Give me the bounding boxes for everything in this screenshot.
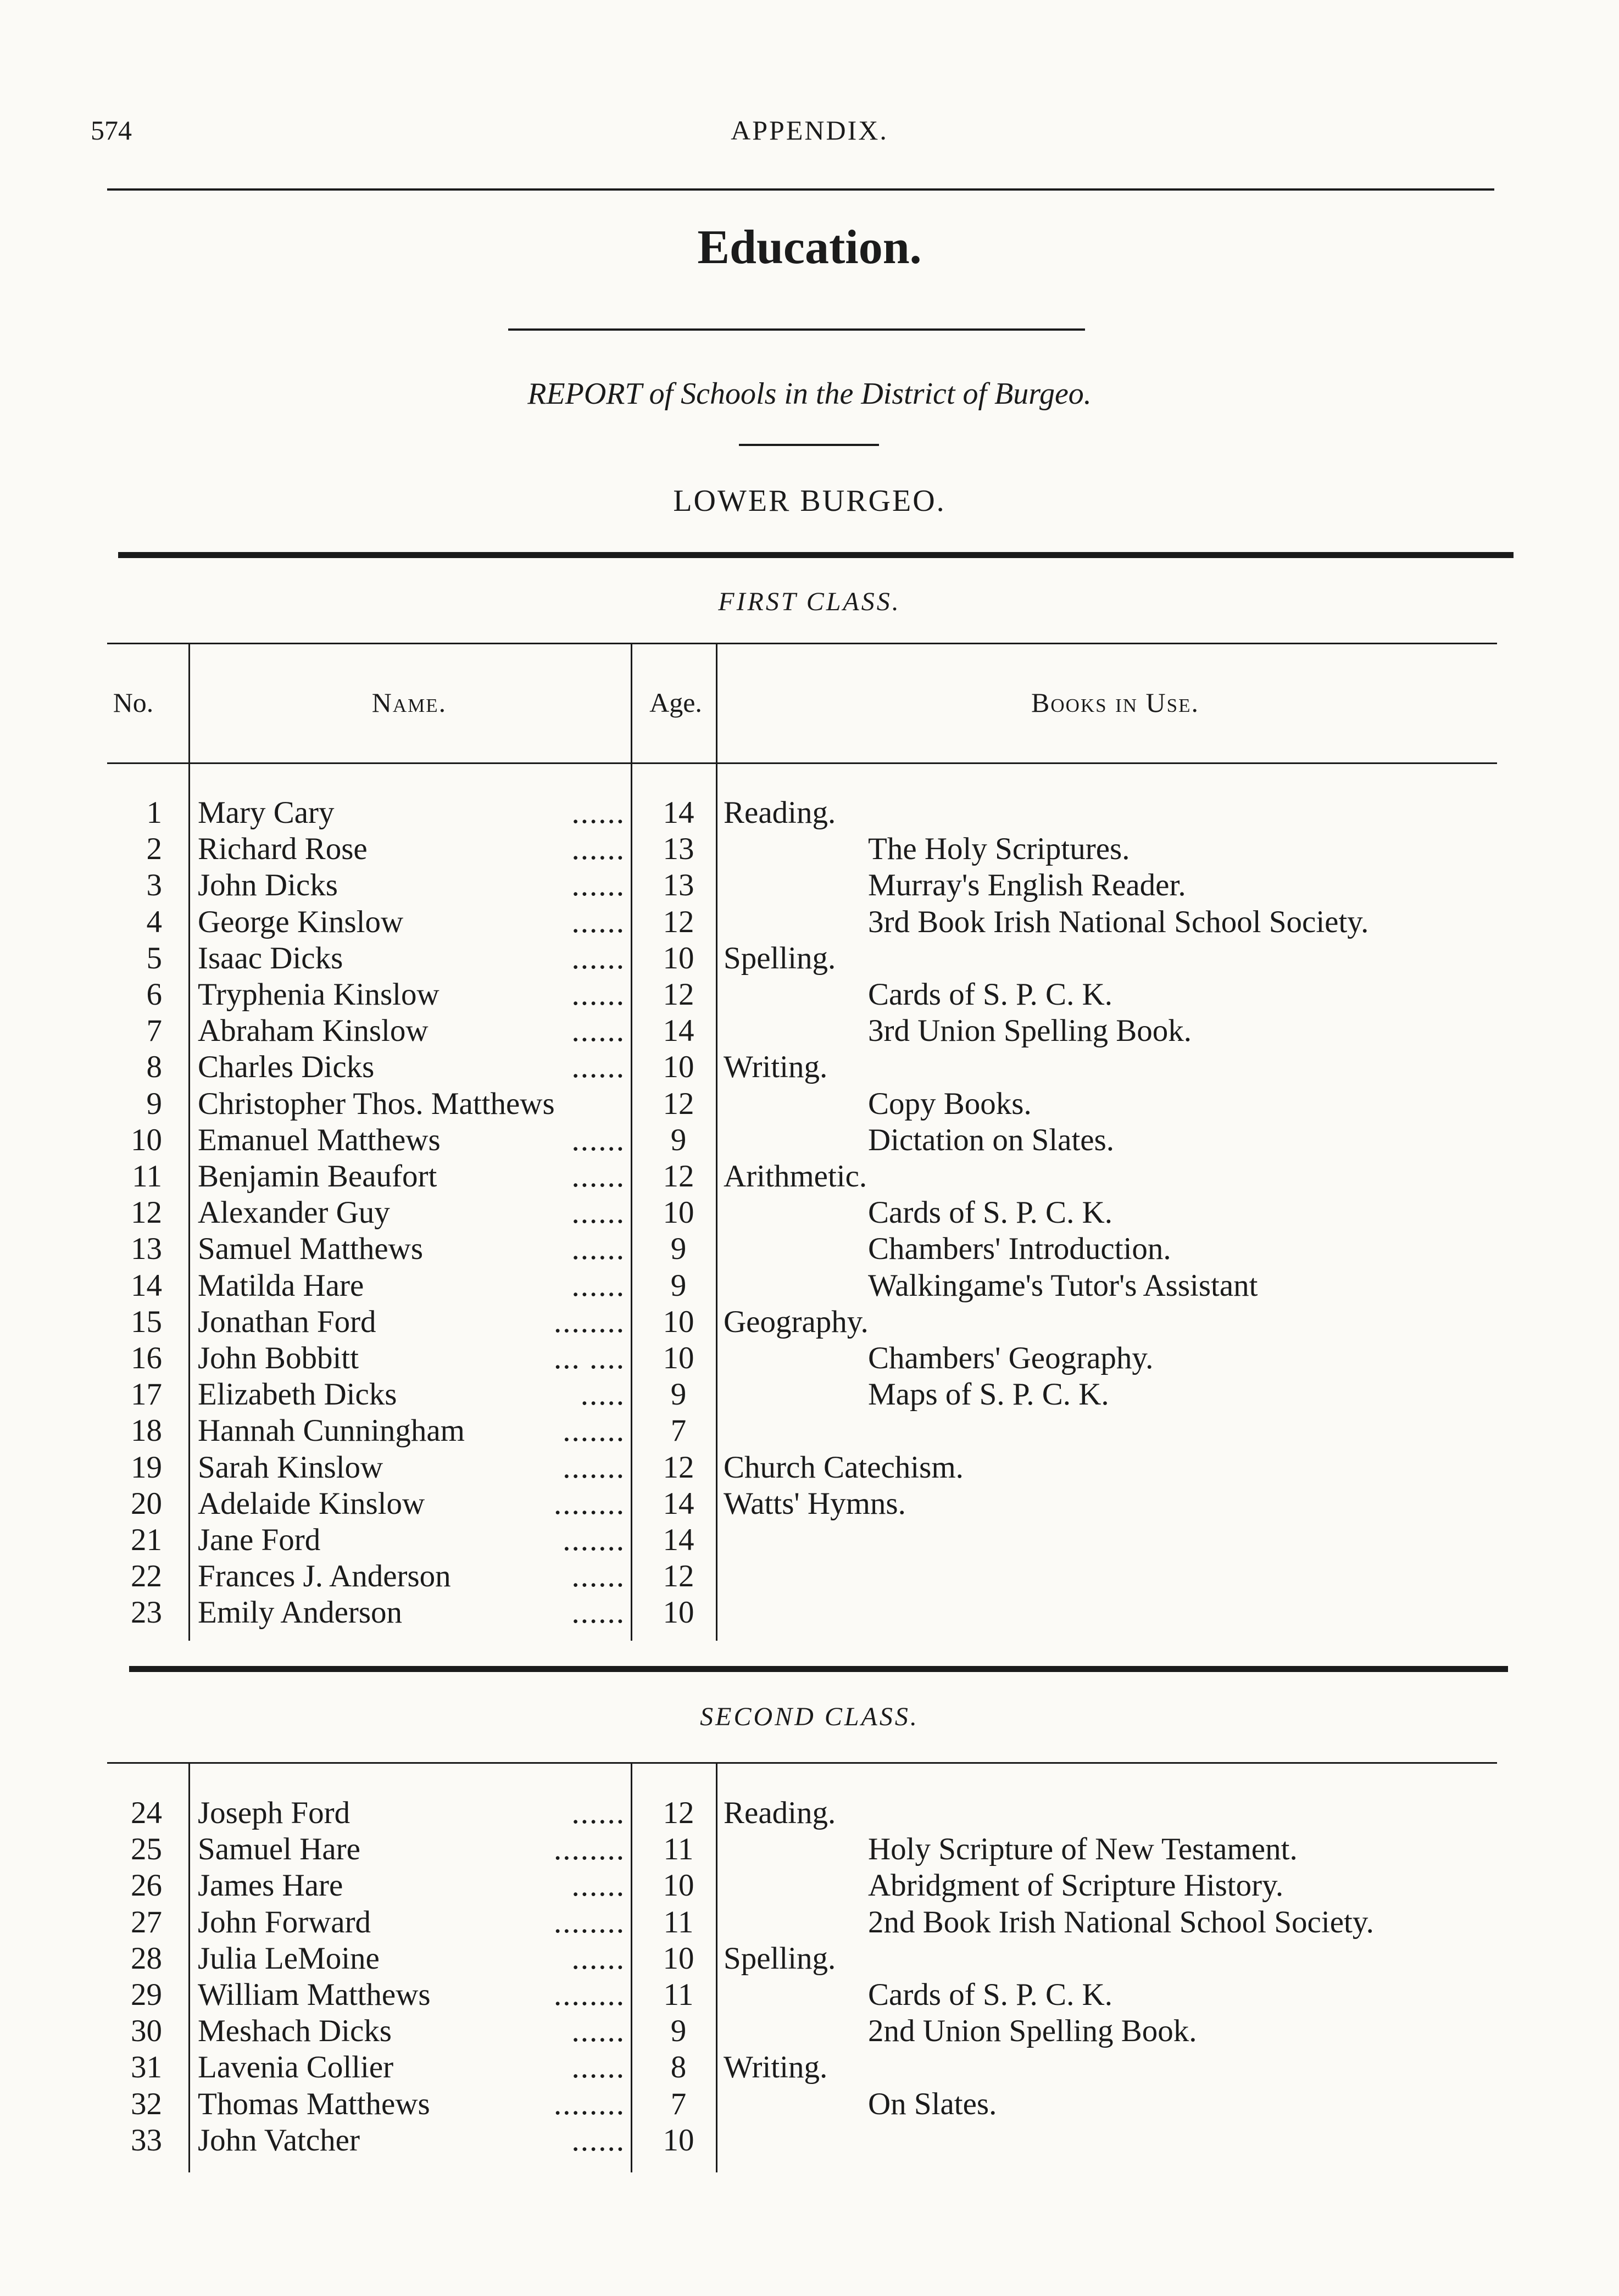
student-age: 12 xyxy=(663,1450,694,1485)
student-number: 16 xyxy=(131,1341,162,1375)
student-number: 28 xyxy=(131,1941,162,1976)
table-row xyxy=(0,1013,1619,1049)
leader-dots: ........ xyxy=(554,1304,625,1339)
leader-dots: ....... xyxy=(563,1413,625,1448)
subject-heading: Reading. xyxy=(724,795,836,830)
book-title: Cards of S. P. C. K. xyxy=(868,1195,1112,1230)
student-age: 11 xyxy=(663,1904,694,1940)
student-age: 12 xyxy=(663,1086,694,1121)
leader-dots: ...... xyxy=(571,832,625,867)
student-name: Joseph Ford xyxy=(198,1796,350,1830)
student-name: Meshach Dicks xyxy=(198,2014,392,2049)
subject-heading: Geography. xyxy=(724,1304,869,1339)
leader-dots: ....... xyxy=(563,1523,625,1557)
report-subtitle: REPORT of Schools in the District of Burgeo. xyxy=(527,377,1092,411)
title-rule xyxy=(508,328,1085,331)
student-name: John Dicks xyxy=(198,868,338,903)
student-age: 12 xyxy=(663,1159,694,1194)
student-number: 21 xyxy=(131,1523,162,1557)
student-name: Matilda Hare xyxy=(198,1268,364,1303)
table-row xyxy=(0,1868,1619,1904)
page-number: 574 xyxy=(91,115,132,146)
student-name: Samuel Matthews xyxy=(198,1231,424,1267)
student-age: 10 xyxy=(663,1304,694,1339)
student-age: 10 xyxy=(663,1868,694,1903)
student-age: 12 xyxy=(663,977,694,1012)
student-number: 32 xyxy=(131,2086,162,2121)
column-header-books: Books in Use. xyxy=(1031,687,1200,718)
leader-dots: ...... xyxy=(571,1559,625,1594)
book-title: Holy Scripture of New Testament. xyxy=(868,1832,1298,1867)
student-age: 11 xyxy=(663,1977,694,2012)
student-age: 14 xyxy=(663,1486,694,1521)
student-name: James Hare xyxy=(198,1868,343,1903)
student-number: 6 xyxy=(146,977,162,1012)
table-row xyxy=(0,1377,1619,1413)
book-title: Murray's English Reader. xyxy=(868,868,1186,903)
book-title: Dictation on Slates. xyxy=(868,1122,1115,1157)
student-age: 9 xyxy=(670,1268,687,1303)
book-title: 2nd Union Spelling Book. xyxy=(868,2014,1197,2049)
book-title: Cards of S. P. C. K. xyxy=(868,1977,1112,2012)
book-title: On Slates. xyxy=(868,2086,997,2121)
student-number: 3 xyxy=(146,868,162,903)
column-header-age: Age. xyxy=(649,687,702,718)
table-row xyxy=(0,1340,1619,1377)
student-name: Hannah Cunningham xyxy=(198,1413,465,1448)
table-row xyxy=(0,1158,1619,1195)
student-number: 24 xyxy=(131,1796,162,1830)
leader-dots: ........ xyxy=(554,1832,625,1867)
first-class-heading: FIRST CLASS. xyxy=(718,587,901,616)
student-number: 17 xyxy=(131,1377,162,1412)
leader-dots: ...... xyxy=(571,1595,625,1630)
student-name: John Vatcher xyxy=(198,2122,360,2158)
student-number: 11 xyxy=(132,1159,162,1194)
subject-heading: Church Catechism. xyxy=(724,1450,964,1485)
leader-dots: ...... xyxy=(571,2050,625,2085)
subject-heading: Spelling. xyxy=(724,1941,836,1976)
student-name: Samuel Hare xyxy=(198,1832,360,1867)
subject-heading: Reading. xyxy=(724,1796,836,1830)
student-name: Christopher Thos. Matthews xyxy=(198,1086,555,1121)
table-row xyxy=(0,867,1619,904)
student-name: Charles Dicks xyxy=(198,1050,375,1085)
book-title: Chambers' Geography. xyxy=(868,1341,1154,1375)
student-name: William Matthews xyxy=(198,1977,431,2012)
student-name: Tryphenia Kinslow xyxy=(198,977,439,1012)
first-class-top-rule xyxy=(118,552,1514,558)
leader-dots: ...... xyxy=(571,1868,625,1903)
student-name: Lavenia Collier xyxy=(198,2050,394,2085)
student-age: 10 xyxy=(663,2122,694,2158)
student-name: Abraham Kinslow xyxy=(198,1013,429,1049)
leader-dots: ...... xyxy=(571,1796,625,1830)
leader-dots: ...... xyxy=(571,795,625,830)
student-number: 30 xyxy=(131,2014,162,2049)
header-rule xyxy=(107,188,1494,191)
student-name: Mary Cary xyxy=(198,795,335,830)
student-number: 26 xyxy=(131,1868,162,1903)
student-age: 10 xyxy=(663,1050,694,1085)
leader-dots: ........ xyxy=(554,1904,625,1940)
leader-dots: ...... xyxy=(571,1941,625,1976)
student-number: 23 xyxy=(131,1595,162,1630)
student-name: Frances J. Anderson xyxy=(198,1559,451,1594)
leader-dots: ...... xyxy=(571,868,625,903)
table-row xyxy=(0,1450,1619,1486)
table-row xyxy=(0,977,1619,1013)
student-age: 11 xyxy=(663,1832,694,1867)
book-title: The Holy Scriptures. xyxy=(868,832,1130,867)
student-name: Emanuel Matthews xyxy=(198,1122,441,1157)
leader-dots: ...... xyxy=(571,2014,625,2049)
table-row xyxy=(0,2086,1619,2122)
leader-dots: ...... xyxy=(571,1195,625,1230)
student-age: 13 xyxy=(663,832,694,867)
table-row xyxy=(0,1558,1619,1595)
leader-dots: ...... xyxy=(571,977,625,1012)
subject-heading: Watts' Hymns. xyxy=(724,1486,906,1521)
student-name: Adelaide Kinslow xyxy=(198,1486,425,1521)
student-age: 14 xyxy=(663,1013,694,1049)
subject-heading: Arithmetic. xyxy=(724,1159,867,1194)
second-class-heading: SECOND CLASS. xyxy=(700,1702,919,1731)
subject-heading: Writing. xyxy=(724,1050,828,1085)
student-name: Jonathan Ford xyxy=(198,1304,376,1339)
leader-dots: ........ xyxy=(554,1977,625,2012)
table-row xyxy=(0,795,1619,831)
student-age: 10 xyxy=(663,1341,694,1375)
student-age: 14 xyxy=(663,1523,694,1557)
student-age: 10 xyxy=(663,940,694,976)
student-age: 7 xyxy=(670,1413,687,1448)
table-row xyxy=(0,2049,1619,2086)
page-title: Education. xyxy=(697,221,922,274)
student-name: John Bobbitt xyxy=(198,1341,359,1375)
table-row xyxy=(0,1268,1619,1304)
table-row xyxy=(0,1304,1619,1340)
student-number: 19 xyxy=(131,1450,162,1485)
student-number: 14 xyxy=(131,1268,162,1303)
leader-dots: ...... xyxy=(571,940,625,976)
student-name: Alexander Guy xyxy=(198,1195,390,1230)
book-title: Chambers' Introduction. xyxy=(868,1231,1171,1267)
district-place: LOWER BURGEO. xyxy=(673,484,946,518)
student-number: 20 xyxy=(131,1486,162,1521)
column-header-top-rule xyxy=(107,643,1497,644)
table-row xyxy=(0,1795,1619,1831)
student-age: 10 xyxy=(663,1195,694,1230)
student-age: 9 xyxy=(670,1377,687,1412)
student-number: 5 xyxy=(146,940,162,976)
table-row xyxy=(0,1831,1619,1868)
leader-dots: ...... xyxy=(571,1050,625,1085)
leader-dots: ........ xyxy=(554,1486,625,1521)
student-number: 33 xyxy=(131,2122,162,2158)
table-row xyxy=(0,1522,1619,1558)
student-name: Thomas Matthews xyxy=(198,2086,430,2121)
subtitle-rule xyxy=(739,444,879,446)
student-number: 2 xyxy=(146,832,162,867)
student-number: 12 xyxy=(131,1195,162,1230)
student-number: 4 xyxy=(146,904,162,939)
leader-dots: ...... xyxy=(571,1122,625,1157)
table-row xyxy=(0,1231,1619,1267)
table-row xyxy=(0,904,1619,940)
student-number: 13 xyxy=(131,1231,162,1267)
leader-dots: ... .... xyxy=(554,1341,625,1375)
student-age: 10 xyxy=(663,1595,694,1630)
student-number: 22 xyxy=(131,1559,162,1594)
student-name: Sarah Kinslow xyxy=(198,1450,383,1485)
table-row xyxy=(0,940,1619,977)
student-number: 31 xyxy=(131,2050,162,2085)
subject-heading: Writing. xyxy=(724,2050,828,2085)
table-row xyxy=(0,1941,1619,1977)
student-age: 7 xyxy=(670,2086,687,2121)
table-row xyxy=(0,1977,1619,2013)
book-title: 2nd Book Irish National School Society. xyxy=(868,1904,1374,1940)
student-age: 10 xyxy=(663,1941,694,1976)
student-number: 27 xyxy=(131,1904,162,1940)
table-row xyxy=(0,831,1619,867)
running-head: APPENDIX. xyxy=(731,115,888,146)
column-header-no: No. xyxy=(113,687,154,718)
table-row xyxy=(0,1904,1619,1941)
table-row xyxy=(0,1195,1619,1231)
student-age: 12 xyxy=(663,904,694,939)
student-name: John Forward xyxy=(198,1904,371,1940)
student-name: Isaac Dicks xyxy=(198,940,343,976)
table-row xyxy=(0,1086,1619,1122)
book-title: Maps of S. P. C. K. xyxy=(868,1377,1109,1412)
student-number: 8 xyxy=(146,1050,162,1085)
table-row xyxy=(0,1486,1619,1522)
student-name: Emily Anderson xyxy=(198,1595,403,1630)
book-title: Walkingame's Tutor's Assistant xyxy=(868,1268,1258,1303)
column-header-name: Name. xyxy=(371,687,447,718)
leader-dots: ...... xyxy=(571,904,625,939)
leader-dots: ...... xyxy=(571,1013,625,1049)
subject-heading: Spelling. xyxy=(724,940,836,976)
student-age: 14 xyxy=(663,795,694,830)
student-age: 9 xyxy=(670,1231,687,1267)
table-row xyxy=(0,1049,1619,1085)
student-number: 7 xyxy=(146,1013,162,1049)
second-class-top-rule xyxy=(129,1666,1508,1672)
student-name: Jane Ford xyxy=(198,1523,321,1557)
leader-dots: ........ xyxy=(554,2086,625,2121)
table-row xyxy=(0,1122,1619,1158)
student-number: 9 xyxy=(146,1086,162,1121)
leader-dots: ...... xyxy=(571,2122,625,2158)
leader-dots: ..... xyxy=(580,1377,625,1412)
student-age: 12 xyxy=(663,1559,694,1594)
leader-dots: ...... xyxy=(571,1159,625,1194)
table-row xyxy=(0,1595,1619,1631)
leader-dots: ...... xyxy=(571,1231,625,1267)
table-row xyxy=(0,1413,1619,1449)
student-age: 12 xyxy=(663,1796,694,1830)
student-name: George Kinslow xyxy=(198,904,404,939)
student-number: 10 xyxy=(131,1122,162,1157)
student-age: 8 xyxy=(670,2050,687,2085)
column-header-bottom-rule xyxy=(107,762,1497,764)
book-title: 3rd Union Spelling Book. xyxy=(868,1013,1192,1049)
table-row xyxy=(0,2122,1619,2159)
student-age: 9 xyxy=(670,1122,687,1157)
book-title: 3rd Book Irish National School Society. xyxy=(868,904,1369,939)
book-title: Copy Books. xyxy=(868,1086,1032,1121)
student-number: 25 xyxy=(131,1832,162,1867)
student-number: 15 xyxy=(131,1304,162,1339)
book-title: Abridgment of Scripture History. xyxy=(868,1868,1284,1903)
second-class-header-rule xyxy=(107,1762,1497,1764)
student-age: 13 xyxy=(663,868,694,903)
student-name: Benjamin Beaufort xyxy=(198,1159,437,1194)
student-number: 1 xyxy=(146,795,162,830)
student-name: Elizabeth Dicks xyxy=(198,1377,397,1412)
student-number: 29 xyxy=(131,1977,162,2012)
table-row xyxy=(0,2013,1619,2049)
student-name: Julia LeMoine xyxy=(198,1941,380,1976)
book-title: Cards of S. P. C. K. xyxy=(868,977,1112,1012)
student-age: 9 xyxy=(670,2014,687,2049)
student-name: Richard Rose xyxy=(198,832,368,867)
leader-dots: ....... xyxy=(563,1450,625,1485)
leader-dots: ...... xyxy=(571,1268,625,1303)
student-number: 18 xyxy=(131,1413,162,1448)
